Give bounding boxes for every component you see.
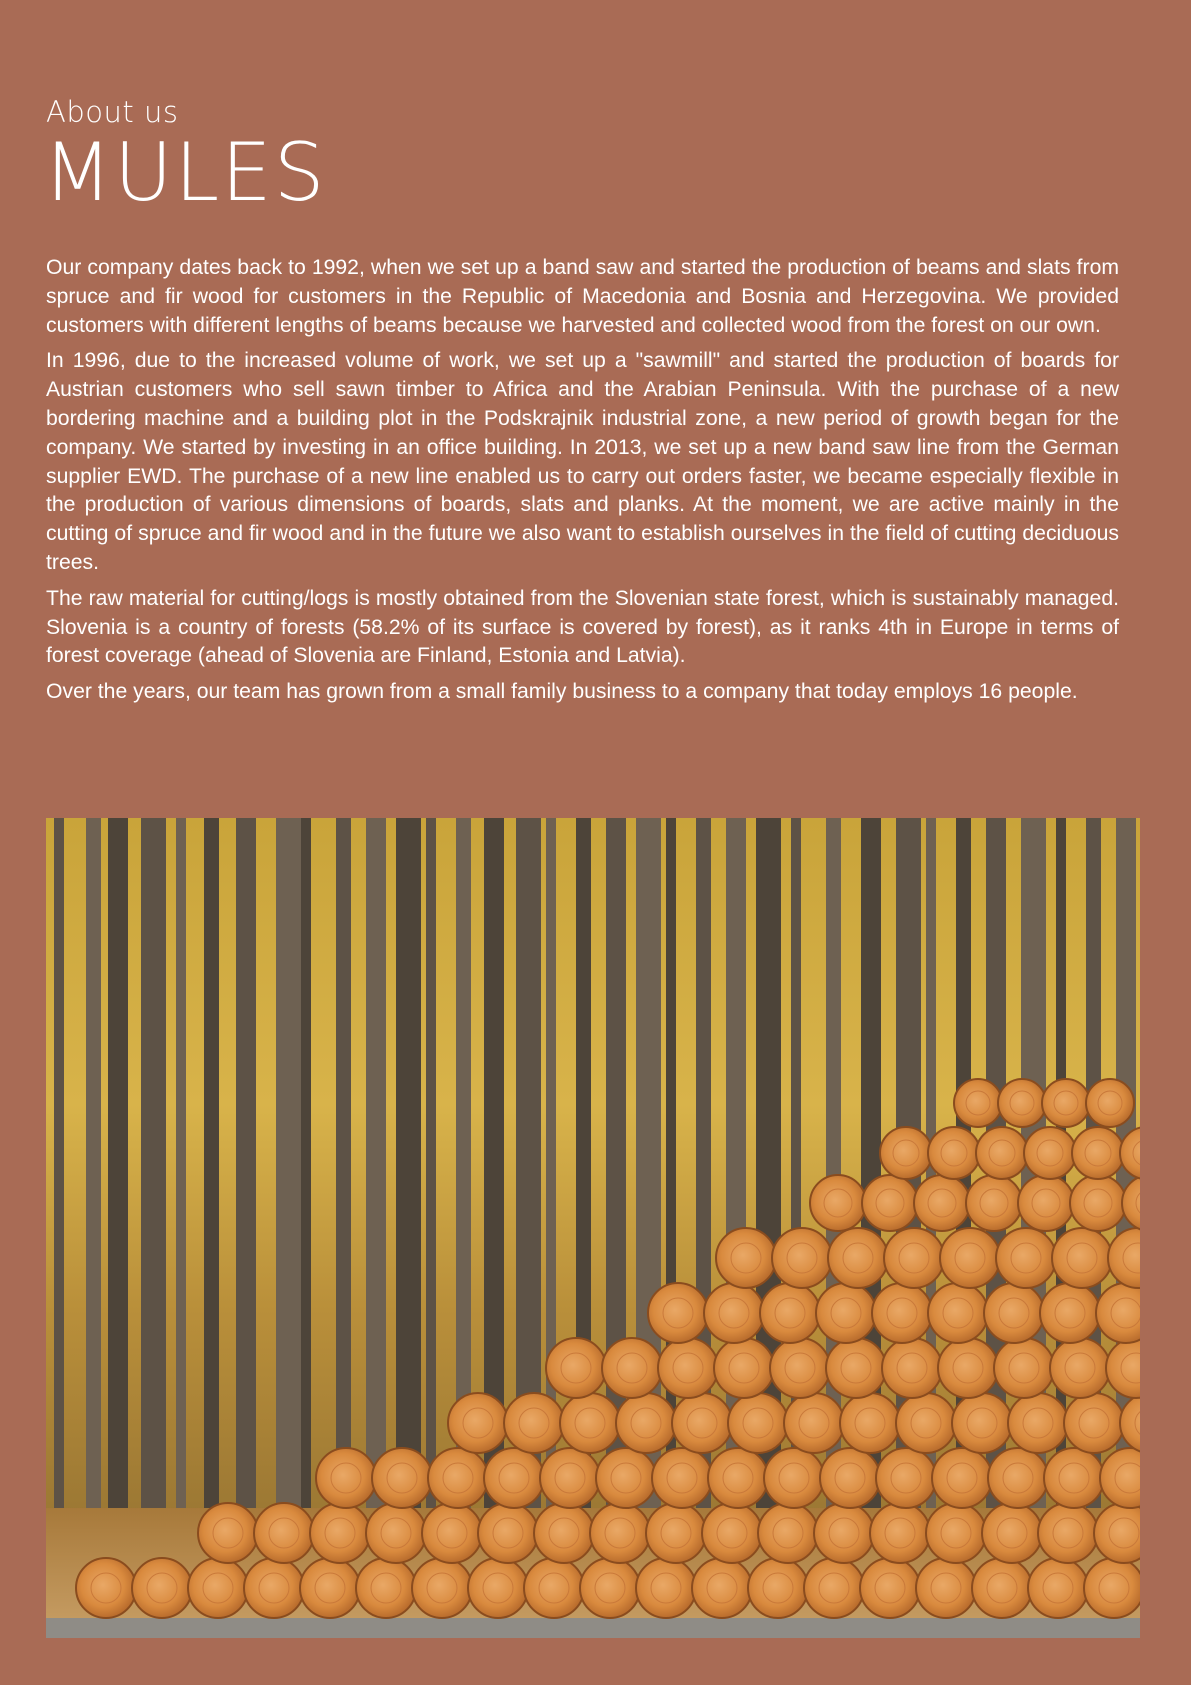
log-end [484, 1448, 544, 1508]
log-end [954, 1079, 1002, 1127]
log-end [994, 1338, 1054, 1398]
log-end [928, 1127, 980, 1179]
log-end [372, 1448, 432, 1508]
log-end [524, 1558, 584, 1618]
log-end [1008, 1393, 1068, 1453]
log-end [132, 1558, 192, 1618]
log-end [804, 1558, 864, 1618]
log-end [652, 1448, 712, 1508]
forest-logs-photo [46, 818, 1140, 1638]
log-end [702, 1503, 762, 1563]
log-end [1050, 1338, 1110, 1398]
company-title: MULES [43, 126, 327, 219]
log-end [504, 1393, 564, 1453]
log-end [1028, 1558, 1088, 1618]
log-end [828, 1228, 888, 1288]
log-end [770, 1338, 830, 1398]
section-kicker: About us [46, 95, 179, 129]
log-end [648, 1283, 708, 1343]
log-end [882, 1338, 942, 1398]
log-end [546, 1338, 606, 1398]
log-end [926, 1503, 986, 1563]
log-end [748, 1558, 808, 1618]
log-end [708, 1448, 768, 1508]
log-end [590, 1503, 650, 1563]
log-end [1040, 1283, 1100, 1343]
log-end [764, 1448, 824, 1508]
log-end [772, 1228, 832, 1288]
log-end [982, 1503, 1042, 1563]
log-end [366, 1503, 426, 1563]
log-end [988, 1448, 1048, 1508]
log-end [938, 1338, 998, 1398]
log-end [784, 1393, 844, 1453]
log-end [1044, 1448, 1104, 1508]
log-end [1052, 1228, 1112, 1288]
tree-trunk [276, 818, 301, 1518]
tree-trunk [301, 818, 311, 1518]
log-end [422, 1503, 482, 1563]
log-end [932, 1448, 992, 1508]
log-end [940, 1228, 1000, 1288]
forest-logs-illustration [46, 818, 1140, 1638]
log-end [1072, 1127, 1124, 1179]
log-end [412, 1558, 472, 1618]
log-end [468, 1558, 528, 1618]
log-end [996, 1228, 1056, 1288]
tree-trunk [108, 818, 128, 1518]
log-end [1086, 1079, 1134, 1127]
log-end [976, 1127, 1028, 1179]
log-end [198, 1503, 258, 1563]
log-end [998, 1079, 1046, 1127]
tree-trunk [396, 818, 421, 1518]
log-end [616, 1393, 676, 1453]
log-end [984, 1283, 1044, 1343]
log-end [896, 1393, 956, 1453]
log-end [820, 1448, 880, 1508]
log-end [300, 1558, 360, 1618]
tree-trunk [236, 818, 256, 1518]
log-end [646, 1503, 706, 1563]
log-end [810, 1175, 866, 1231]
log-end [316, 1448, 376, 1508]
log-end [1018, 1175, 1074, 1231]
log-end [816, 1283, 876, 1343]
log-end [714, 1338, 774, 1398]
log-end [840, 1393, 900, 1453]
log-end [596, 1448, 656, 1508]
log-end [880, 1127, 932, 1179]
log-end [534, 1503, 594, 1563]
paragraph-team: Over the years, our team has grown from a small family business to a company that today employs 16 people. [46, 680, 1078, 704]
log-end [716, 1228, 776, 1288]
log-end [356, 1558, 416, 1618]
log-end [952, 1393, 1012, 1453]
tree-trunk [141, 818, 166, 1518]
log-end [636, 1558, 696, 1618]
log-end [760, 1283, 820, 1343]
log-end [876, 1448, 936, 1508]
log-end [914, 1175, 970, 1231]
log-end [916, 1558, 976, 1618]
log-end [478, 1503, 538, 1563]
log-end [1084, 1558, 1140, 1618]
log-end [254, 1503, 314, 1563]
log-end [1042, 1079, 1090, 1127]
log-end [704, 1283, 764, 1343]
log-end [972, 1558, 1032, 1618]
paragraph-growth: In 1996, due to the increased volume of work, we set up a "sawmill" and started the production of boards for Austrian customers who sell sawn timber to Africa and the Arabian Peninsula. With the purchase of a new bordering machine and a building plot in the Podskrajnik industrial zone, a new period of growth began for the company. We started by investing in an office building. In 2013, we set up a new band saw line from the German supplier EWD. The purchase of a new line enabled us to carry out orders faster, we became especially flexible in the production of various dimensions of boards, slats and planks. At the moment, we are active mainly in the cutting of spruce and fir wood and in the future we also want to establish ourselves in the field of cutting deciduous trees. [46, 349, 1119, 574]
paragraph-history: Our company dates back to 1992, when we set up a band saw and started the production of beams and slats from spruce and fir wood for customers in the Republic of Macedonia and Bosnia and Herzegovina. We provided customers with different lengths of beams because we harvested and collected wood from the forest on our own. [46, 256, 1119, 337]
log-end [448, 1393, 508, 1453]
log-end [966, 1175, 1022, 1231]
log-end [244, 1558, 304, 1618]
log-end [540, 1448, 600, 1508]
tree-trunk [54, 818, 64, 1518]
log-end [928, 1283, 988, 1343]
tree-trunk [366, 818, 386, 1518]
log-end [580, 1558, 640, 1618]
log-end [560, 1393, 620, 1453]
log-end [884, 1228, 944, 1288]
tree-trunk [176, 818, 186, 1518]
log-end [826, 1338, 886, 1398]
tree-trunk [336, 818, 351, 1518]
log-end [814, 1503, 874, 1563]
log-end [870, 1503, 930, 1563]
tree-trunk [204, 818, 219, 1518]
log-end [872, 1283, 932, 1343]
log-end [428, 1448, 488, 1508]
log-end [1064, 1393, 1124, 1453]
log-end [1070, 1175, 1126, 1231]
page-header [43, 95, 327, 219]
log-end [860, 1558, 920, 1618]
log-end [1038, 1503, 1098, 1563]
log-end [1024, 1127, 1076, 1179]
paragraph-raw-material: The raw material for cutting/logs is mostly obtained from the Slovenian state forest, which is sustainably managed. Slovenia is a country of forests (58.2% of its surface is covered by forest), as it ranks 4th in Europe in terms of forest coverage (ahead of Slovenia are Finland, Estonia and Latvia). [46, 586, 1119, 668]
about-text [46, 254, 1119, 714]
log-end [76, 1558, 136, 1618]
tree-trunk [86, 818, 101, 1518]
tree-trunk [426, 818, 436, 1518]
log-end [692, 1558, 752, 1618]
log-end [310, 1503, 370, 1563]
log-end [758, 1503, 818, 1563]
log-end [188, 1558, 248, 1618]
log-end [728, 1393, 788, 1453]
log-end [658, 1338, 718, 1398]
log-end [602, 1338, 662, 1398]
log-end [862, 1175, 918, 1231]
log-end [672, 1393, 732, 1453]
